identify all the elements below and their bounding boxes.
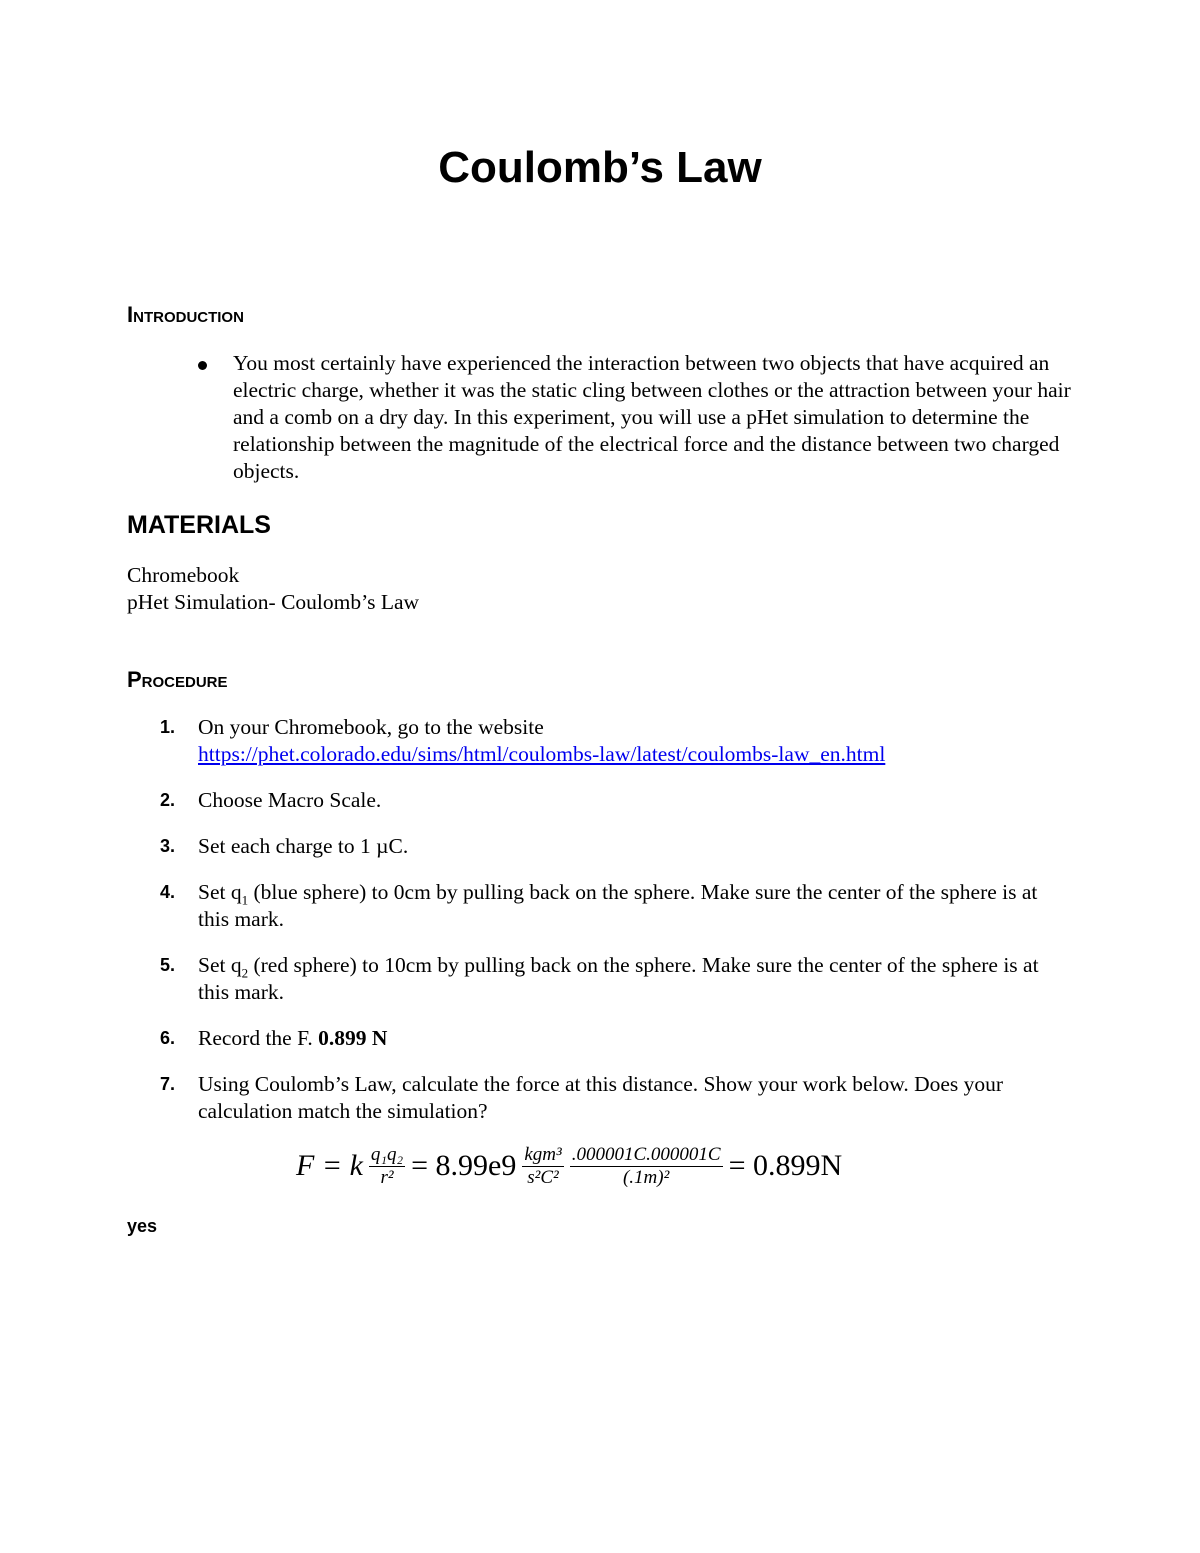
materials-list xyxy=(127,562,419,616)
step-number: 5. xyxy=(160,955,176,975)
answer-text: yes xyxy=(127,1216,158,1236)
procedure-list xyxy=(160,714,1060,1144)
fraction-charges-over-radius xyxy=(369,1144,405,1189)
step-text: Set each charge to 1 µC. xyxy=(198,834,409,858)
step-text: Set $q_1$ (blue sphere) to 0cm by pulling back on the sphere. Make sure the center of the sphere is at this mark. xyxy=(198,880,1038,931)
fraction-units xyxy=(522,1144,563,1189)
coulomb-equation xyxy=(293,1136,845,1196)
materials-item: pHet Simulation- Coulomb’s Law xyxy=(127,590,420,614)
fraction-numerator: .000001C.000001C xyxy=(571,1143,721,1165)
fraction-denominator: s²C² xyxy=(527,1166,559,1188)
introduction-heading: Introduction xyxy=(127,302,244,327)
equation-result: = 0.899N xyxy=(728,1149,843,1182)
step-number: 7. xyxy=(160,1074,176,1094)
list-item xyxy=(160,714,1060,768)
step-text: Choose Macro Scale. xyxy=(198,788,382,812)
list-item xyxy=(198,350,1078,485)
list-item xyxy=(160,833,1060,860)
fraction-numerator: kgm³ xyxy=(524,1143,562,1165)
step-text: On your Chromebook, go to the website xyxy=(198,715,544,739)
step-number: 1. xyxy=(160,717,176,737)
step-number: 6. xyxy=(160,1028,176,1048)
procedure-heading: Procedure xyxy=(127,667,228,692)
equation-lhs: F = k xyxy=(296,1149,363,1182)
step-number: 2. xyxy=(160,790,176,810)
materials-heading: MATERIALS xyxy=(127,511,271,539)
step-text: Set $q_2$ (red sphere) to 10cm by pulling back on the sphere. Make sure the center of the sphere is at this mark. xyxy=(198,953,1039,1004)
bullet-icon xyxy=(198,361,207,370)
step-number: 3. xyxy=(160,836,176,856)
materials-item: Chromebook xyxy=(127,563,240,587)
introduction-list xyxy=(198,350,1078,485)
list-item xyxy=(160,1071,1060,1125)
step-text: Using Coulomb’s Law, calculate the force at this distance. Show your work below. Does your calculation match the simulation? xyxy=(198,1072,1004,1123)
fraction-values xyxy=(570,1144,723,1189)
fraction-denominator: (.1m)² xyxy=(622,1166,670,1188)
list-item xyxy=(160,787,1060,814)
introduction-text: You most certainly have experienced the interaction between two objects that have acquired an electric charge, whether it was the static cling between clothes or the attraction between your hair and a comb on a dry day. In this experiment, you will use a pHet simulation to determine the relationship between the magnitude of the electrical force and the distance between two charged objects. xyxy=(233,351,1071,483)
list-item xyxy=(160,1025,1060,1052)
page-title: Coulomb’s Law xyxy=(438,143,762,192)
recorded-force-value: 0.899 N xyxy=(318,1026,388,1050)
step-text: Record the F. xyxy=(198,1026,313,1050)
equation-constant: = 8.99e9 xyxy=(411,1149,517,1182)
fraction-numerator: q₁q₂ xyxy=(370,1143,404,1165)
phet-link[interactable]: https://phet.colorado.edu/sims/html/coulombs-law/latest/coulombs-law_en.html xyxy=(198,742,886,766)
list-item xyxy=(160,952,1060,1006)
list-item xyxy=(160,879,1060,933)
step-number: 4. xyxy=(160,882,176,902)
fraction-denominator: r² xyxy=(380,1166,394,1188)
